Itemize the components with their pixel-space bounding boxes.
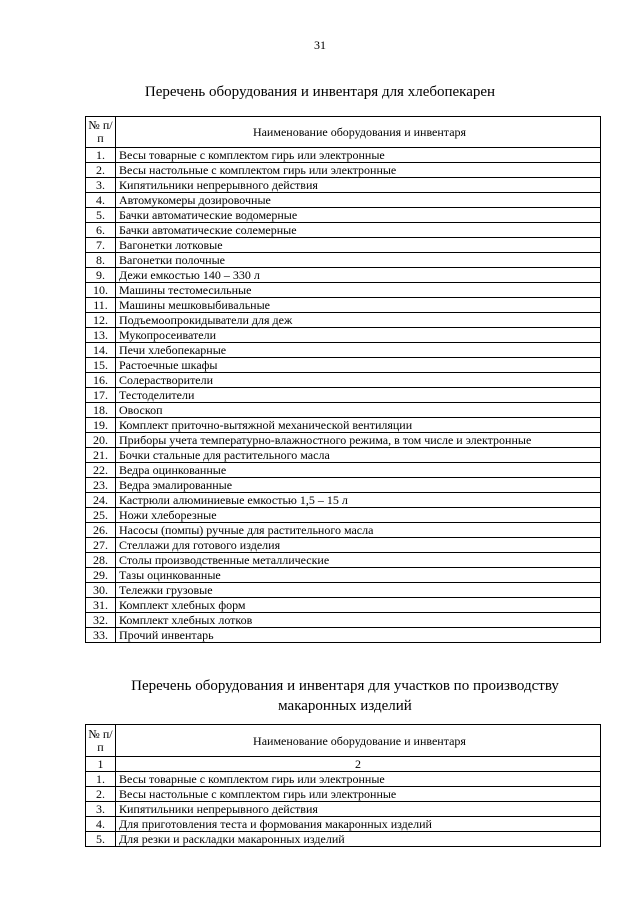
section2-title-line2: макаронных изделий: [278, 698, 412, 714]
row-name: Кипятильники непрерывного действия: [116, 802, 601, 817]
column-number-1: 1: [86, 757, 116, 772]
table-row: [86, 403, 601, 418]
table-row: [86, 613, 601, 628]
table-row: [86, 628, 601, 643]
row-number: 30.: [86, 583, 116, 598]
column-number-row: [86, 757, 601, 772]
equipment-table-bakery: [85, 116, 601, 643]
row-name: Приборы учета температурно-влажностного режима, в том числе и электронные: [116, 433, 601, 448]
table-row: [86, 268, 601, 283]
row-name: Печи хлебопекарные: [116, 343, 601, 358]
row-number: 27.: [86, 538, 116, 553]
row-name: Для приготовления теста и формования макаронных изделий: [116, 817, 601, 832]
table-row: [86, 463, 601, 478]
table-row: [86, 787, 601, 802]
table-row: [86, 493, 601, 508]
row-name: Дежи емкостью 140 – 330 л: [116, 268, 601, 283]
row-number: 20.: [86, 433, 116, 448]
section1-title: Перечень оборудования и инвентаря для хлебопекарен: [144, 84, 496, 100]
table-row: [86, 832, 601, 847]
table-row: [86, 478, 601, 493]
table-row: [86, 583, 601, 598]
row-number: 8.: [86, 253, 116, 268]
row-number: 1.: [86, 772, 116, 787]
table-row: [86, 313, 601, 328]
row-name: Столы производственные металлические: [116, 553, 601, 568]
row-number: 28.: [86, 553, 116, 568]
table-row: [86, 193, 601, 208]
row-number: 23.: [86, 478, 116, 493]
header-name: Наименование оборудование и инвентаря: [116, 725, 601, 757]
table-header-row: [86, 725, 601, 757]
row-name: Вагонетки лотковые: [116, 238, 601, 253]
row-number: 10.: [86, 283, 116, 298]
row-number: 15.: [86, 358, 116, 373]
row-number: 33.: [86, 628, 116, 643]
row-name: Комплект хлебных лотков: [116, 613, 601, 628]
table-row: [86, 283, 601, 298]
row-name: Весы настольные с комплектом гирь или электронные: [116, 787, 601, 802]
row-number: 13.: [86, 328, 116, 343]
row-number: 17.: [86, 388, 116, 403]
row-number: 5.: [86, 208, 116, 223]
row-name: Комплект хлебных форм: [116, 598, 601, 613]
table-row: [86, 448, 601, 463]
row-number: 3.: [86, 802, 116, 817]
table-row: [86, 553, 601, 568]
row-name: Весы настольные с комплектом гирь или электронные: [116, 163, 601, 178]
table-row: [86, 208, 601, 223]
row-name: Вагонетки полочные: [116, 253, 601, 268]
header-name: Наименование оборудования и инвентаря: [116, 117, 601, 148]
page-number: 31: [314, 38, 326, 52]
row-number: 11.: [86, 298, 116, 313]
row-number: 22.: [86, 463, 116, 478]
row-number: 19.: [86, 418, 116, 433]
table-row: [86, 772, 601, 787]
row-name: Мукопросеиватели: [116, 328, 601, 343]
table-header-row: [86, 117, 601, 148]
table-row: [86, 508, 601, 523]
row-number: 4.: [86, 193, 116, 208]
table-row: [86, 148, 601, 163]
header-num: № п/п: [86, 725, 116, 757]
row-name: Прочий инвентарь: [116, 628, 601, 643]
row-name: Автомукомеры дозировочные: [116, 193, 601, 208]
row-name: Стеллажи для готового изделия: [116, 538, 601, 553]
table-row: [86, 373, 601, 388]
table-row: [86, 238, 601, 253]
table-row: [86, 223, 601, 238]
table-row: [86, 358, 601, 373]
row-number: 32.: [86, 613, 116, 628]
row-name: Машины мешковыбивальные: [116, 298, 601, 313]
row-name: Тележки грузовые: [116, 583, 601, 598]
row-number: 3.: [86, 178, 116, 193]
row-name: Растоечные шкафы: [116, 358, 601, 373]
row-number: 4.: [86, 817, 116, 832]
table-row: [86, 328, 601, 343]
row-number: 18.: [86, 403, 116, 418]
row-name: Бачки автоматические солемерные: [116, 223, 601, 238]
row-name: Машины тестомесильные: [116, 283, 601, 298]
table-row: [86, 343, 601, 358]
row-name: Ведра эмалированные: [116, 478, 601, 493]
row-number: 29.: [86, 568, 116, 583]
row-name: Для резки и раскладки макаронных изделий: [116, 832, 601, 847]
table-row: [86, 802, 601, 817]
header-num: № п/п: [86, 117, 116, 148]
row-name: Бочки стальные для растительного масла: [116, 448, 601, 463]
row-name: Тестоделители: [116, 388, 601, 403]
row-name: Кастрюли алюминиевые емкостью 1,5 – 15 л: [116, 493, 601, 508]
row-name: Ведра оцинкованные: [116, 463, 601, 478]
table-row: [86, 568, 601, 583]
table-row: [86, 298, 601, 313]
section2-title: [0, 676, 640, 716]
equipment-table-pasta: [85, 724, 601, 847]
row-number: 2.: [86, 787, 116, 802]
table-row: [86, 163, 601, 178]
row-number: 1.: [86, 148, 116, 163]
table-row: [86, 433, 601, 448]
row-name: Овоскоп: [116, 403, 601, 418]
row-number: 31.: [86, 598, 116, 613]
row-name: Тазы оцинкованные: [116, 568, 601, 583]
column-number-2: 2: [116, 757, 601, 772]
row-name: Подъемоопрокидыватели для деж: [116, 313, 601, 328]
row-name: Весы товарные с комплектом гирь или электронные: [116, 772, 601, 787]
table-row: [86, 817, 601, 832]
row-number: 16.: [86, 373, 116, 388]
row-number: 12.: [86, 313, 116, 328]
row-name: Комплект приточно-вытяжной механической вентиляции: [116, 418, 601, 433]
row-number: 9.: [86, 268, 116, 283]
table-row: [86, 178, 601, 193]
row-name: Насосы (помпы) ручные для растительного масла: [116, 523, 601, 538]
row-name: Весы товарные с комплектом гирь или электронные: [116, 148, 601, 163]
row-number: 2.: [86, 163, 116, 178]
row-name: Бачки автоматические водомерные: [116, 208, 601, 223]
row-number: 14.: [86, 343, 116, 358]
table-row: [86, 418, 601, 433]
row-number: 6.: [86, 223, 116, 238]
table-row: [86, 388, 601, 403]
row-name: Солерастворители: [116, 373, 601, 388]
row-name: Кипятильники непрерывного действия: [116, 178, 601, 193]
section2-title-line1: Перечень оборудования и инвентаря для участков по производству: [131, 678, 559, 694]
row-number: 24.: [86, 493, 116, 508]
row-number: 21.: [86, 448, 116, 463]
table-row: [86, 253, 601, 268]
row-number: 5.: [86, 832, 116, 847]
table-row: [86, 538, 601, 553]
row-number: 26.: [86, 523, 116, 538]
table-row: [86, 523, 601, 538]
row-number: 25.: [86, 508, 116, 523]
table-row: [86, 598, 601, 613]
row-number: 7.: [86, 238, 116, 253]
row-name: Ножи хлеборезные: [116, 508, 601, 523]
